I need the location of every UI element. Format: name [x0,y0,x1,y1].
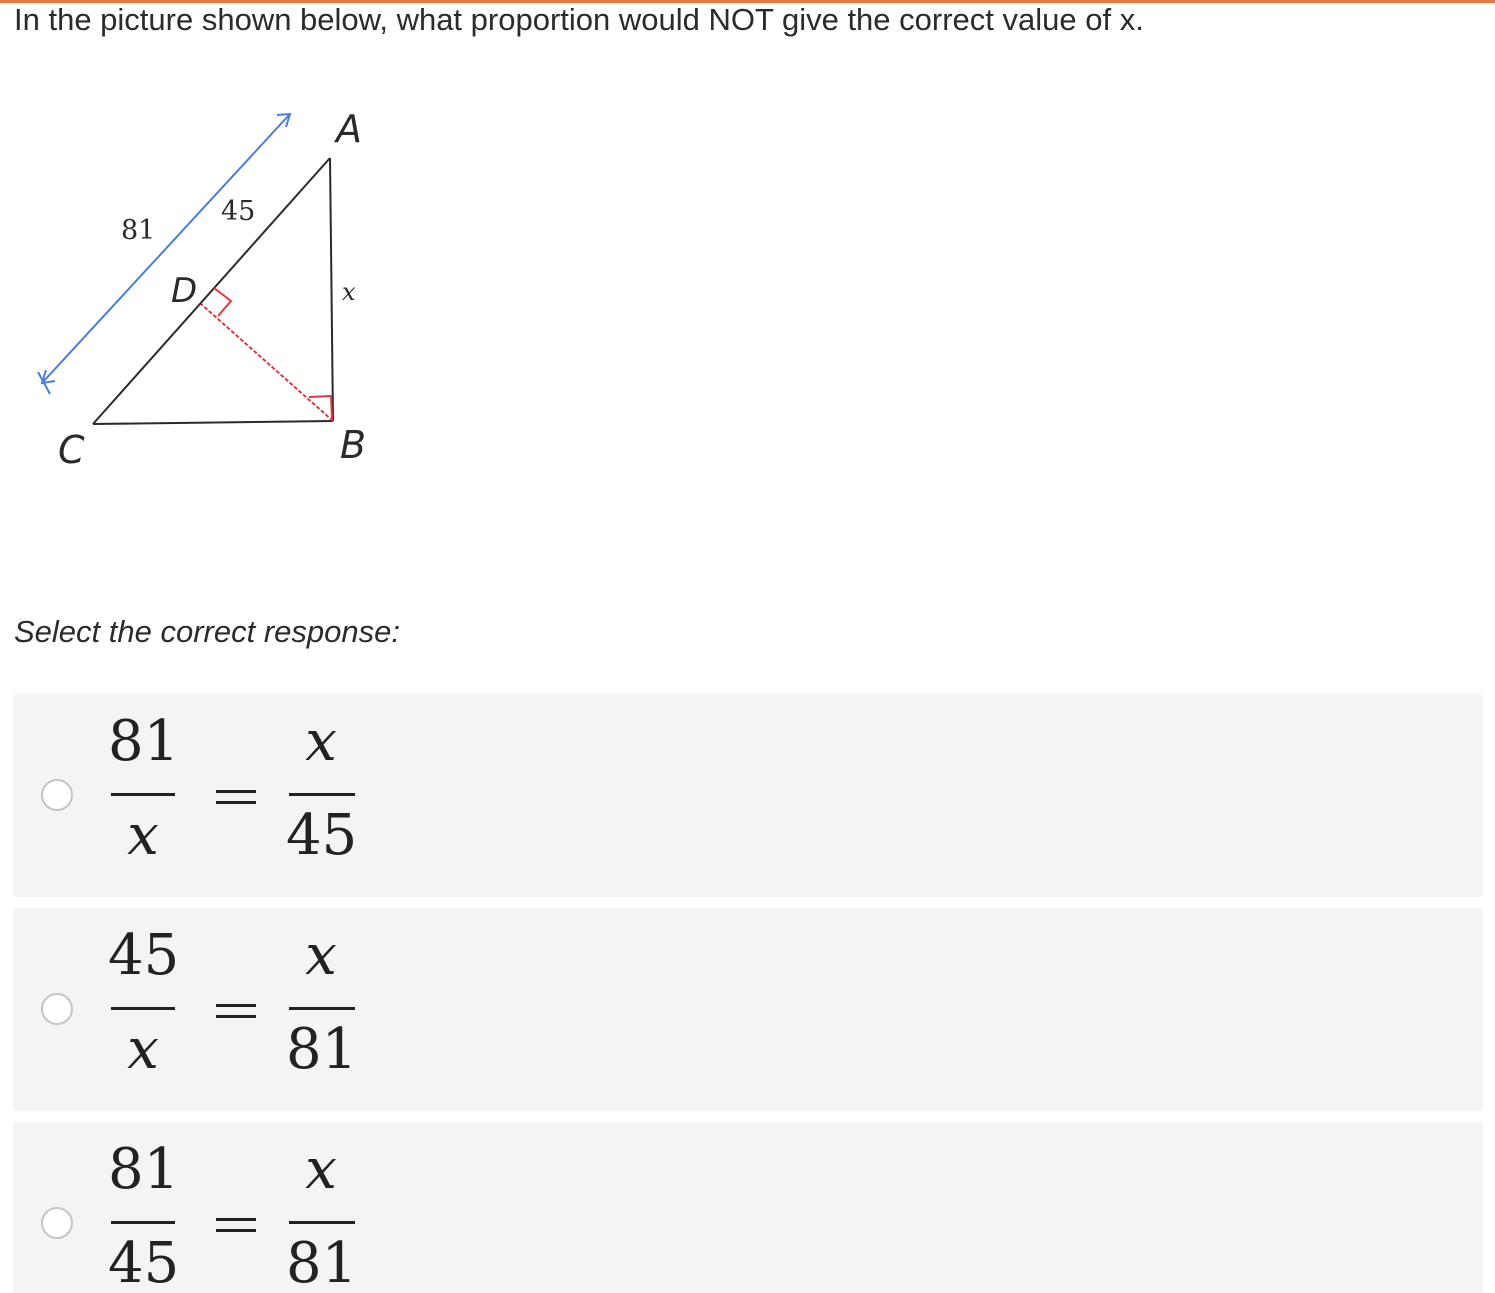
right-angle-d [214,288,231,316]
question-text: In the picture shown below, what proportion would NOT give the correct value of x. [14,2,1144,37]
label-a: A [336,107,362,151]
left-numerator: 45 [108,923,180,988]
altitude-bd [201,304,333,421]
right-angle-b [309,396,332,419]
left-denominator: x [127,1017,159,1082]
right-numerator: x [305,923,337,988]
left-numerator: 81 [108,709,180,774]
answer-choice-2[interactable] [13,908,1483,1111]
right-denominator: 81 [286,1231,358,1293]
proportion-3 [108,1122,368,1293]
label-length-45: 45 [221,196,256,227]
fraction-bar [289,1221,355,1224]
left-denominator: 45 [108,1231,180,1293]
fraction-bar [111,1007,175,1010]
fraction-bar [289,1007,355,1010]
select-prompt: Select the correct response: [14,614,400,649]
radio-button-1[interactable] [41,779,73,811]
answer-choice-1[interactable] [13,694,1483,897]
radio-button-3[interactable] [41,1207,73,1239]
fraction-bar [111,1221,175,1224]
right-denominator: 81 [286,1017,358,1082]
left-denominator: x [127,803,159,868]
proportion-1 [108,694,368,897]
label-x: x [342,278,356,306]
label-d: D [171,271,198,311]
right-numerator: x [305,1137,337,1202]
label-length-81: 81 [121,215,156,246]
radio-button-2[interactable] [41,993,73,1025]
label-b: B [340,423,367,467]
fraction-bar [289,793,355,796]
fraction-bar [111,793,175,796]
right-numerator: x [305,709,337,774]
triangle-figure [14,70,394,490]
side-cb [93,421,333,424]
left-numerator: 81 [108,1137,180,1202]
right-denominator: 45 [286,803,358,868]
label-c: C [58,428,85,472]
side-ab [330,158,333,421]
proportion-2 [108,908,368,1111]
answer-choice-3[interactable] [13,1122,1483,1293]
triangle-diagram [14,70,394,490]
